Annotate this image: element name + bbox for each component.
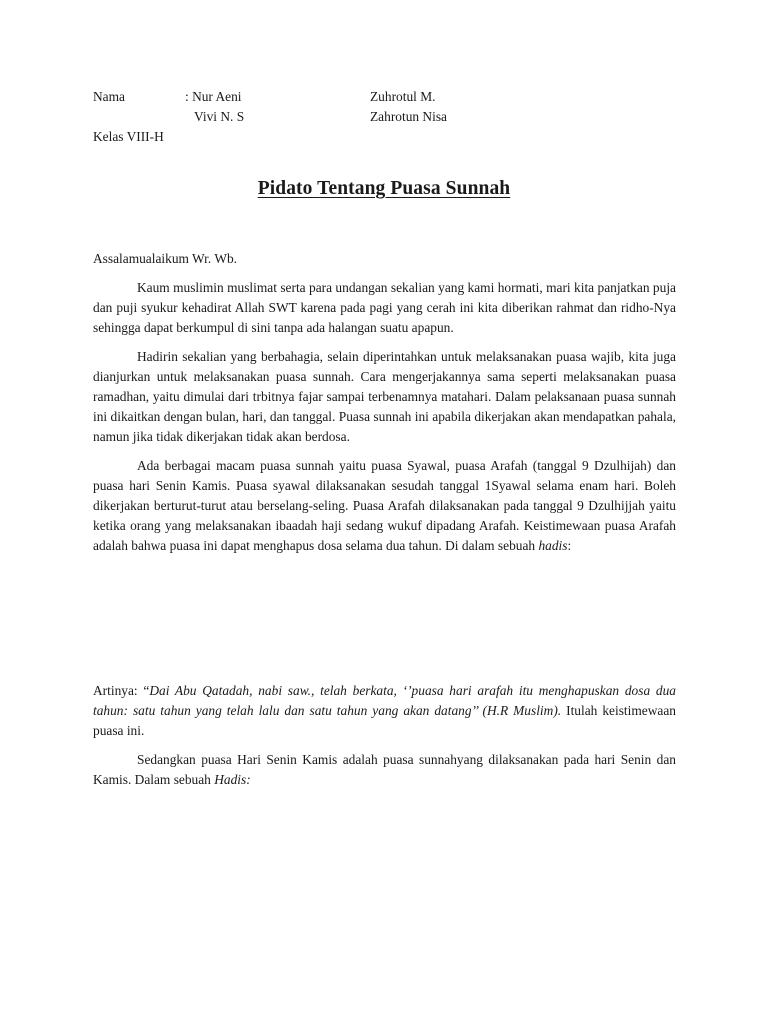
hadis-colon: :	[567, 538, 572, 553]
student-name-1: : Nur Aeni	[185, 89, 242, 104]
nama-label: Nama	[93, 89, 125, 104]
artinya-after: Itulah keistimewaan puasa ini.	[93, 703, 676, 738]
hadis-word-2: Hadis:	[214, 772, 251, 787]
header-row-2	[93, 107, 693, 127]
paragraph-senin-kamis-text: Sedangkan puasa Hari Senin Kamis adalah puasa sunnahyang dilaksanakan pada hari Senin dan Kamis. Dalam sebuah	[93, 752, 676, 787]
student-header	[93, 87, 693, 147]
greeting: Assalamualaikum Wr. Wb.	[93, 251, 238, 266]
kelas-label: Kelas VIII-H	[93, 129, 164, 144]
paragraph-macam-puasa	[93, 456, 676, 556]
artinya-paragraph	[93, 681, 676, 741]
header-row-1	[93, 87, 693, 107]
hadis-arabic-space	[93, 565, 676, 681]
document-title: Pidato Tentang Puasa Sunnah	[257, 178, 511, 199]
artinya-quote: Dai Abu Qatadah, nabi saw., telah berkata, ‘’puasa hari arafah itu menghapuskan dosa dua tahun: satu tahun yang telah lalu dan satu tahun yang akan datang’’ (H.R Muslim).	[93, 683, 676, 718]
paragraph-senin-kamis	[93, 750, 676, 790]
hadis-word: hadis	[538, 538, 568, 553]
paragraph-macam-puasa-text: Ada berbagai macam puasa sunnah yaitu puasa Syawal, puasa Arafah (tanggal 9 Dzulhijah) dan puasa hari Senin Kamis. Puasa syawal dilaksanakan sesudah tanggal 1Syawal selama enam hari. Boleh dikerjakan berturut-turut atau berselang-seling. Puasa Arafah dilaksanakan pada tanggal 9 Dzulhijjah yaitu ketika orang yang melaksanakan ibaadah haji sedang wukuf dipadang Arafah. Keistimewaan puasa Arafah adalah bahwa puasa ini dapat menghapus dosa selama dua tahun. Di dalam sebuah	[93, 458, 676, 553]
student-name-3: Zuhrotul M.	[370, 89, 436, 104]
header-row-3	[93, 127, 693, 147]
paragraph-opening: Kaum muslimin muslimat serta para undangan sekalian yang kami hormati, mari kita panjatkan puja dan puji syukur kehadirat Allah SWT karena pada pagi yang cerah ini kita diberikan rahmat dan ridho-Nya sehingga dapat berkumpul di sini tanpa ada halangan suatu apapun.	[93, 280, 676, 335]
student-name-4: Zahrotun Nisa	[370, 109, 447, 124]
paragraph-puasa-sunnah: Hadirin sekalian yang berbahagia, selain diperintahkan untuk melaksanakan puasa wajib, kita juga dianjurkan untuk melaksanakan puasa sunnah. Cara mengerjakannya sama seperti melaksanakan puasa ramadhan, yaitu dimulai dari trbitnya fajar sampai terbenamnya matahari. Dalam pelaksanaan puasa sunnah ini dikaitkan dengan bulan, hari, dan tanggal. Puasa sunnah ini apabila dikerjakan akan mendapatkan pahala, namun jika tidak dikerjakan tidak akan berdosa.	[93, 349, 676, 444]
document-body	[93, 249, 676, 799]
student-name-2: Vivi N. S	[194, 109, 245, 124]
artinya-label: Artinya: “	[93, 683, 150, 698]
